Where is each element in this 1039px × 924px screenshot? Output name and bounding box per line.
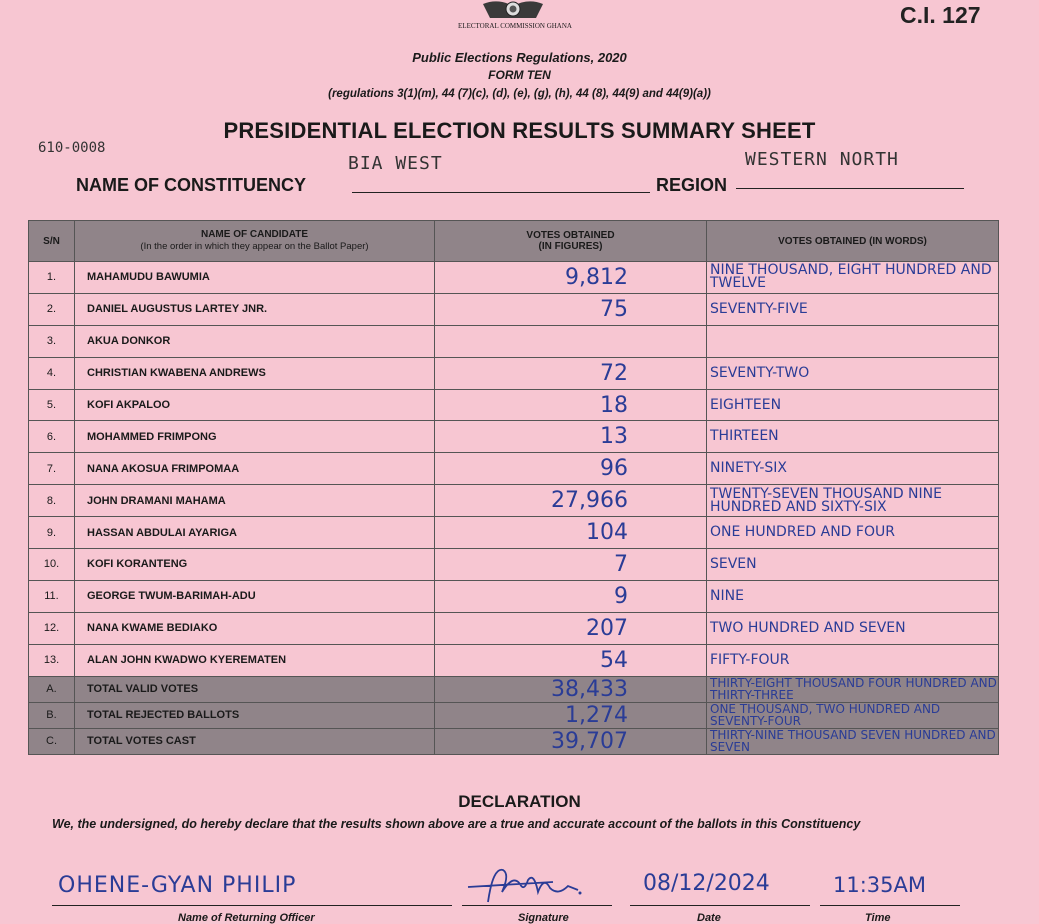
row-sn: 10. [29,549,75,581]
commission-name: ELECTORAL COMMISSION GHANA [458,22,572,30]
candidate-name: MOHAMMED FRIMPONG [75,421,435,453]
votes-words: SEVEN [707,549,999,581]
candidate-name: ALAN JOHN KWADWO KYEREMATEN [75,644,435,676]
table-row [29,453,999,485]
row-sn: 3. [29,325,75,357]
form-name: FORM TEN [488,68,551,82]
table-row [29,389,999,421]
constituency-label: NAME OF CONSTITUENCY [76,175,307,195]
votes-figures: 207 [435,612,707,644]
total-words: THIRTY-EIGHT THOUSAND FOUR HUNDRED AND THIRTY-THREE [707,676,999,702]
candidate-name: JOHN DRAMANI MAHAMA [75,485,435,517]
date-label: Date [697,912,721,924]
table-row [29,325,999,357]
table-row [29,549,999,581]
regulations-reference: (regulations 3(1)(m), 44 (7)(c), (d), (e), (g), (h), 44 (8), 44(9) and 44(9)(a)) [328,88,711,100]
table-row [29,262,999,294]
results-table [28,220,999,755]
row-sn: 5. [29,389,75,421]
votes-figures: 13 [435,421,707,453]
table-row [29,644,999,676]
candidate-name: MAHAMUDU BAWUMIA [75,262,435,294]
votes-words: FIFTY-FOUR [707,644,999,676]
votes-figures: 27,966 [435,485,707,517]
votes-words: NINETY-SIX [707,453,999,485]
total-figures: 39,707 [435,728,707,754]
total-words: ONE THOUSAND, TWO HUNDRED AND SEVENTY-FOUR [707,702,999,728]
table-row [29,293,999,325]
total-label: TOTAL VOTES CAST [75,728,435,754]
candidate-name: CHRISTIAN KWABENA ANDREWS [75,357,435,389]
row-sn: 11. [29,580,75,612]
header-figures-label: VOTES OBTAINED [526,230,615,241]
votes-figures: 9,812 [435,262,707,294]
date-line [630,905,810,906]
name-label: Name of Returning Officer [178,912,315,924]
header-name-note: (In the order in which they appear on the Ballot Paper) [140,241,369,252]
table-row [29,580,999,612]
regulations-title: Public Elections Regulations, 2020 [412,50,627,65]
constituency-value: BIA WEST [348,153,443,174]
votes-words: SEVENTY-TWO [707,357,999,389]
row-sn: 1. [29,262,75,294]
ci-number: C.I. 127 [900,2,981,28]
candidate-name: HASSAN ABDULAI AYARIGA [75,517,435,549]
signature-label: Signature [518,912,569,924]
candidate-name: KOFI AKPALOO [75,389,435,421]
signature-scribble-icon [458,862,608,907]
region-value: WESTERN NORTH [745,149,899,170]
returning-officer-name: OHENE-GYAN PHILIP [58,873,297,898]
votes-figures: 7 [435,549,707,581]
table-row [29,517,999,549]
total-label: TOTAL VALID VOTES [75,676,435,702]
signature-line [462,905,612,906]
row-sn: 9. [29,517,75,549]
total-row-votes-cast [29,728,999,754]
declaration-date: 08/12/2024 [643,871,770,896]
table-row [29,357,999,389]
row-sn: 4. [29,357,75,389]
votes-words: NINE [707,580,999,612]
votes-figures: 72 [435,357,707,389]
total-words: THIRTY-NINE THOUSAND SEVEN HUNDRED AND SEVEN [707,728,999,754]
candidate-name: KOFI KORANTENG [75,549,435,581]
sheet-title: PRESIDENTIAL ELECTION RESULTS SUMMARY SHEET [223,118,816,143]
coat-of-arms-emblem [478,0,548,22]
candidate-name: DANIEL AUGUSTUS LARTEY JNR. [75,293,435,325]
votes-figures: 75 [435,293,707,325]
candidate-name: NANA AKOSUA FRIMPOMAA [75,453,435,485]
total-figures: 1,274 [435,702,707,728]
row-sn: 8. [29,485,75,517]
votes-figures: 54 [435,644,707,676]
header-sn: S/N [29,221,75,262]
votes-words: SEVENTY-FIVE [707,293,999,325]
row-sn: A. [29,676,75,702]
time-label: Time [865,912,891,924]
candidate-name: GEORGE TWUM-BARIMAH-ADU [75,580,435,612]
header-name-label: NAME OF CANDIDATE [200,229,309,240]
header-candidate-name [75,221,435,262]
row-sn: C. [29,728,75,754]
region-underline [736,188,964,189]
row-sn: 7. [29,453,75,485]
header-votes-figures [435,221,707,262]
row-sn: 12. [29,612,75,644]
name-line [52,905,452,906]
time-line [820,905,960,906]
votes-words: NINE THOUSAND, EIGHT HUNDRED AND TWELVE [707,262,999,294]
votes-figures: 9 [435,580,707,612]
form-serial-number: 610-0008 [38,140,106,156]
votes-words [707,325,999,357]
votes-words: EIGHTEEN [707,389,999,421]
row-sn: 6. [29,421,75,453]
votes-figures: 104 [435,517,707,549]
candidate-name: AKUA DONKOR [75,325,435,357]
row-sn: 2. [29,293,75,325]
votes-words: TWO HUNDRED AND SEVEN [707,612,999,644]
candidate-name: NANA KWAME BEDIAKO [75,612,435,644]
region-label: REGION [656,175,728,195]
row-sn: B. [29,702,75,728]
header-figures-note: (IN FIGURES) [538,241,603,252]
table-row [29,612,999,644]
constituency-underline [352,192,650,193]
total-row-valid-votes [29,676,999,702]
declaration-title: DECLARATION [458,792,581,811]
total-row-rejected-ballots [29,702,999,728]
table-header-row [29,221,999,262]
row-sn: 13. [29,644,75,676]
declaration-time: 11:35AM [833,873,927,897]
header-votes-words: VOTES OBTAINED (IN WORDS) [707,221,999,262]
declaration-text: We, the undersigned, do hereby declare that the results shown above are a true and accurate account of the ballots in this Constituency [52,817,861,831]
votes-figures: 18 [435,389,707,421]
table-row [29,485,999,517]
votes-figures: 96 [435,453,707,485]
votes-figures [435,325,707,357]
table-row [29,421,999,453]
total-label: TOTAL REJECTED BALLOTS [75,702,435,728]
total-figures: 38,433 [435,676,707,702]
votes-words: TWENTY-SEVEN THOUSAND NINE HUNDRED AND SIXTY-SIX [707,485,999,517]
votes-words: ONE HUNDRED AND FOUR [707,517,999,549]
votes-words: THIRTEEN [707,421,999,453]
